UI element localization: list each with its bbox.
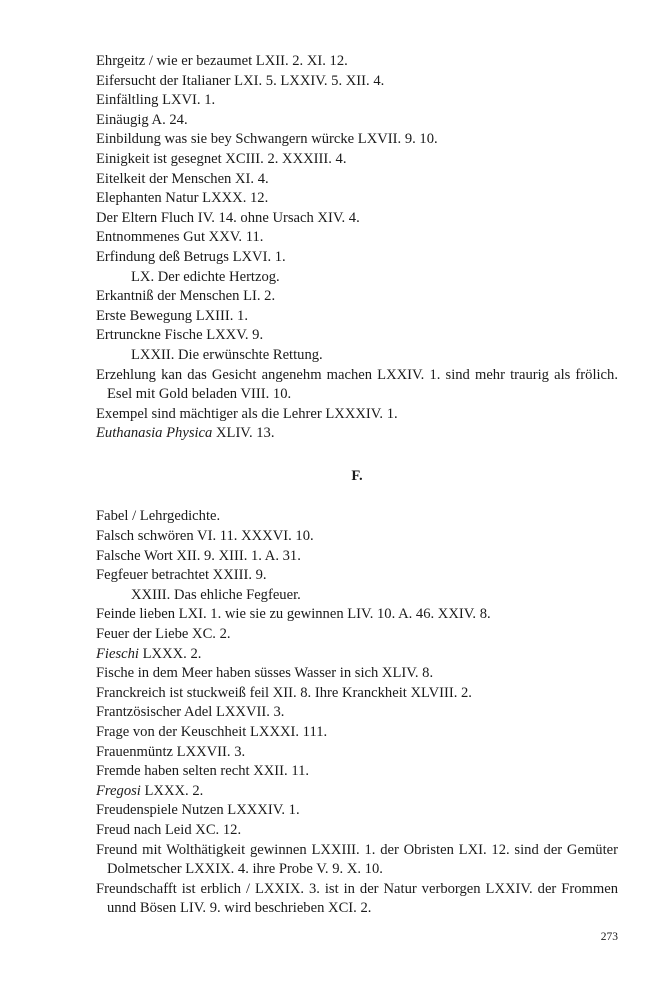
index-entry	[96, 424, 618, 444]
index-entry-refs: XLIV. 13.	[212, 425, 275, 442]
index-entry: Eifersucht der Italianer LXI. 5. LXXIV. 5. XII. 4.	[96, 72, 385, 89]
index-entry: Ehrgeitz / wie er bezaumet LXII. 2. XI. 12.	[96, 53, 348, 69]
index-entry-term: Fieschi	[96, 645, 139, 662]
index-entry: Ertrunckne Fische LXXV. 9.	[96, 327, 264, 344]
index-entry-refs: LXXX. 2.	[140, 782, 204, 799]
index-entry: Exempel sind mächtiger als die Lehrer LXXXIV. 1.	[96, 405, 398, 422]
index-entry: Freudenspiele Nutzen LXXXIV. 1.	[96, 802, 300, 819]
index-page	[96, 52, 618, 919]
index-entry: Fabel / Lehrgedichte.	[96, 508, 221, 525]
index-entry: Falsche Wort XII. 9. XIII. 1. A. 31.	[96, 547, 301, 564]
index-entry: Franckreich ist stuckweiß feil XII. 8. Ihre Kranckheit XLVIII. 2.	[96, 684, 472, 701]
index-entry: Freund mit Wolthätigkeit gewinnen LXXIII. 1. der Obristen LXI. 12. sind der Gemüter Dolmetscher LXXIX. 4. ihre Probe V. 9. X. 10.	[96, 841, 618, 878]
index-section-e	[96, 52, 618, 444]
index-entry: Fremde haben selten recht XXII. 11.	[96, 763, 310, 780]
index-section-f	[96, 507, 618, 918]
index-entry: Fegfeuer betrachtet XXIII. 9.	[96, 567, 267, 584]
index-subentry: XXIII. Das ehliche Fegfeuer.	[131, 586, 301, 603]
index-entry: Einigkeit ist gesegnet XCIII. 2. XXXIII. 4.	[96, 150, 347, 167]
index-entry: Erzehlung kan das Gesicht angenehm machen LXXIV. 1. sind mehr traurig als frölich. Esel mit Gold beladen VIII. 10.	[96, 366, 618, 403]
index-subentry: LX. Der edichte Hertzog.	[131, 268, 280, 285]
index-entry: Feinde lieben LXI. 1. wie sie zu gewinnen LIV. 10. A. 46. XXIV. 8.	[96, 606, 491, 623]
index-entry: Der Eltern Fluch IV. 14. ohne Ursach XIV. 4.	[96, 209, 360, 226]
index-entry: Erfindung deß Betrugs LXVI. 1.	[96, 248, 286, 265]
index-entry: Einäugig A. 24.	[96, 111, 188, 128]
index-entry-refs: LXXX. 2.	[138, 645, 202, 662]
index-entry: Frauenmüntz LXXVII. 3.	[96, 743, 246, 760]
index-entry: Falsch schwören VI. 11. XXXVI. 10.	[96, 528, 314, 545]
index-entry	[96, 645, 618, 665]
index-entry: Elephanten Natur LXXX. 12.	[96, 190, 269, 207]
index-entry: Eitelkeit der Menschen XI. 4.	[96, 170, 269, 187]
index-entry	[96, 782, 618, 802]
index-entry: Feuer der Liebe XC. 2.	[96, 626, 231, 643]
index-entry: Frantzösischer Adel LXXVII. 3.	[96, 704, 285, 721]
index-entry-term: Euthanasia Physica	[96, 425, 213, 442]
index-entry: Entnommenes Gut XXV. 11.	[96, 229, 264, 246]
index-entry: Freud nach Leid XC. 12.	[96, 821, 242, 838]
index-entry: Erkantniß der Menschen LI. 2.	[96, 288, 276, 305]
index-entry: Einbildung was sie bey Schwangern würcke LXVII. 9. 10.	[96, 131, 438, 148]
index-entry: Fische in dem Meer haben süsses Wasser in sich XLIV. 8.	[96, 665, 434, 682]
index-entry-term: Fregosi	[96, 782, 141, 799]
index-entry: Einfältling LXVI. 1.	[96, 92, 216, 109]
index-entry: Freundschafft ist erblich / LXXIX. 3. ist in der Natur verborgen LXXIV. der Frommen unnd Bösen LIV. 9. wird beschrieben XCI. 2.	[96, 880, 618, 917]
index-entry: Frage von der Keuschheit LXXXI. 111.	[96, 724, 328, 740]
index-subentry: LXXII. Die erwünschte Rettung.	[131, 346, 323, 363]
section-heading-f: F.	[351, 467, 363, 484]
index-entry: Erste Bewegung LXIII. 1.	[96, 307, 248, 324]
page-number: 273	[600, 931, 618, 943]
